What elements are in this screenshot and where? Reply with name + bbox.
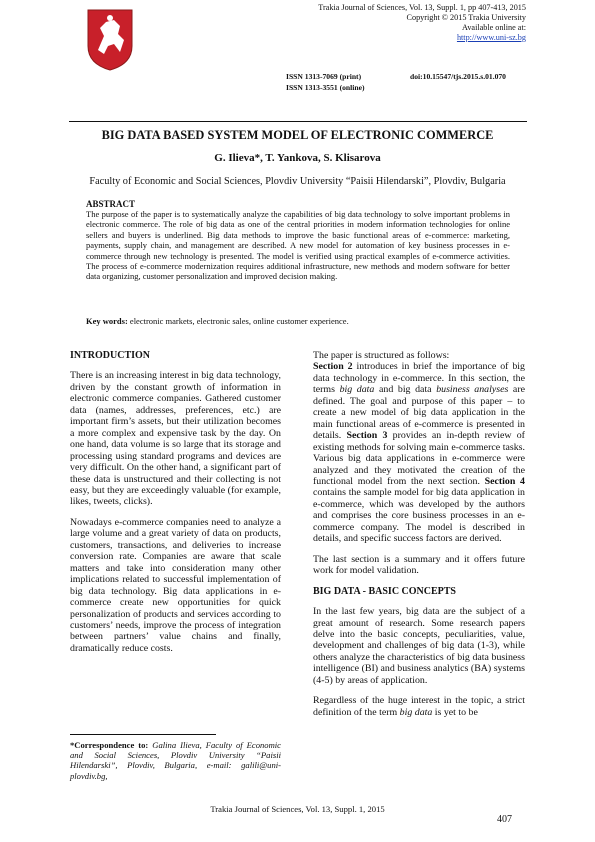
footnote-label: *Correspondence to: — [70, 740, 149, 750]
bd-p2-text-a: Regardless of the huge interest in the topic, a strict definition of the term — [313, 695, 525, 718]
section-4-text: contains the sample model for big data application in e-commerce, which was developed by the authors and comprises the core business processes in an e-commerce company. The model is described in details, and specific success factors are derived. — [313, 487, 525, 545]
abstract-text: The purpose of the paper is to systematically analyze the capabilities of big data technology to solve important problems in electronic commerce. The role of big data as one of the central priorities in modern information technologies for online sellers and buyers is underlined. Big data methods to improve the basic functional areas of e-commerce: marketing, payments, supply chain, and management are described. A new model for automation of key business processes in e-commerce through new technology is presented. The model is verified using practical examples of e-commerce activities. The process of e-commerce modernization requires additional infrastructure, new methods and modern software for better data organizing, customer personalization and improved decision making. — [86, 209, 510, 282]
available-online: Available online at: — [462, 23, 526, 32]
introduction-heading: INTRODUCTION — [70, 350, 151, 361]
section-3-text: provides an in-depth review of existing methods for solving main e-commerce tasks. Various big data applications in e-commerce were analyzed and they motivated the creation of the functional model from the next section. — [313, 430, 525, 487]
big-data-paragraph-1: In the last few years, big data are the subject of a great amount of research. Some research papers delve into the basic concepts, peculiarities, value, development and challenges of big data (1-3), while others analyze the characteristics of big data business intelligence (BI) and business analytics (BA) systems (4-5) by areas of application. — [313, 606, 525, 686]
journal-header — [266, 3, 526, 43]
left-column — [70, 350, 281, 663]
intro-paragraph-1: There is an increasing interest in big data technology, driven by the constant growth of information in electronic commerce companies. Gathered customer data (names, addresses, preferences, etc.) are important firm’s assets, but their utilization becomes a more complex and expensive task by the day. On one hand, data volume is so large that its storage and processing using standard programs and devices are very difficult. On the other hand, a significant part of these data is unstructured and their collecting is not easy, but they are exceedingly valuable (for example, likes, tweets, clicks). — [70, 370, 281, 508]
issn-online: ISSN 1313-3551 (online) — [286, 83, 365, 92]
keywords-text: electronic markets, electronic sales, online customer experience. — [127, 316, 349, 326]
bd-p2-text-b: is yet to be — [432, 706, 478, 718]
keywords-label: Key words: — [86, 316, 128, 326]
big-data-paragraph-2 — [313, 695, 525, 718]
authors: G. Ilieva*, T. Yankova, S. Klisarova — [214, 152, 381, 164]
header-divider — [69, 121, 527, 122]
section-2-text-b: and big data — [374, 384, 437, 396]
intro-paragraph-2: Nowadays e-commerce companies need to analyze a large volume and a great variety of data on products, customers, transactions, and deliveries to increase conversion rate. Companies are aware that scale matters and take into consideration many other implications related to successful implementation of big data technology. Big data applications in e-commerce create new opportunities for quick personalization of products and services according to customers’ needs, improve the process of integration between partners’ value chains and finally, dramatically reduce costs. — [70, 516, 281, 654]
footnote-divider — [70, 734, 216, 735]
term-big-data: big data — [339, 384, 375, 396]
structure-paragraph — [313, 361, 525, 544]
journal-logo — [84, 6, 136, 72]
abstract-heading: ABSTRACT — [86, 199, 136, 209]
page-footer: Trakia Journal of Sciences, Vol. 13, Suppl. 1, 2015 — [210, 804, 385, 814]
term-business-analyses: business analyses — [436, 384, 509, 396]
section-4-label: Section 4 — [484, 475, 525, 487]
journal-citation: Trakia Journal of Sciences, Vol. 13, Suppl. 1, pp 407-413, 2015 — [318, 3, 526, 12]
page-number: 407 — [497, 814, 512, 825]
issn-print: ISSN 1313-7069 (print) — [286, 72, 362, 81]
journal-url-link[interactable]: http://www.uni-sz.bg — [456, 33, 526, 42]
section-2-label: Section 2 — [313, 361, 353, 373]
last-section-paragraph: The last section is a summary and it offers future work for model validation. — [313, 553, 525, 577]
term-big-data-2: big data — [399, 706, 433, 718]
correspondence-footnote — [70, 740, 281, 781]
section-2-text-c: are defined. The goal and purpose of this paper – to create a new model of big data application in the main functional areas of e-commerce is presented in details. — [313, 384, 525, 442]
paper-title: BIG DATA BASED SYSTEM MODEL OF ELECTRONIC COMMERCE — [101, 128, 494, 142]
section-2-text: introduces in brief the importance of big data technology in e-commerce. In this section, the terms — [313, 361, 525, 396]
section-3-label: Section 3 — [346, 430, 388, 442]
footnote-text: Galina Ilieva, Faculty of Economic and Social Sciences, Plovdiv University “Paisii Hilendarski”, Plovdiv, Bulgaria, e-mail: galili@uni-plovdiv.bg, — [70, 740, 281, 781]
structure-intro: The paper is structured as follows: — [313, 350, 450, 361]
affiliation: Faculty of Economic and Social Sciences, Plovdiv University “Paisii Hilendarski”, Plovdiv, Bulgaria — [89, 176, 506, 187]
right-column — [313, 350, 525, 727]
doi: doi:10.15547/tjs.2015.s.01.070 — [410, 72, 506, 81]
copyright: Copyright © 2015 Trakia University — [406, 13, 526, 22]
big-data-heading: BIG DATA - BASIC CONCEPTS — [313, 585, 456, 597]
keywords — [86, 316, 510, 326]
